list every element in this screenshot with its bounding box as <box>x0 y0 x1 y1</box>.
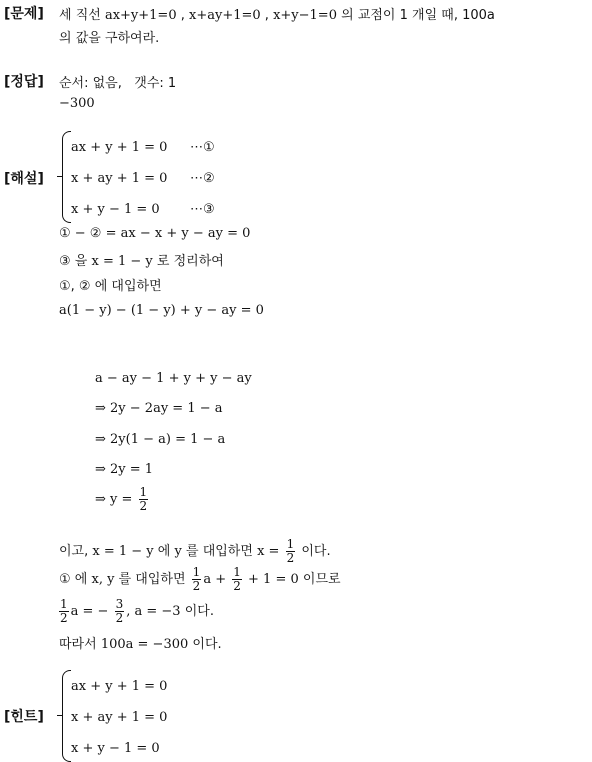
problem-text: 세 직선 <box>59 8 101 23</box>
derivation-line-3: ⇒ 2y(1 − a) = 1 − a <box>95 432 226 447</box>
c2-text-f: 이므로 <box>302 572 341 587</box>
equation-1: ax+y+1=0 <box>104 8 177 23</box>
c1-text-a: 이고, <box>59 544 89 559</box>
c2-math-d: a + <box>203 572 227 587</box>
solution-tag-3: ⋯③ <box>190 202 215 217</box>
solution-step-2 <box>59 250 224 269</box>
conclusion-line-1 <box>59 538 331 565</box>
c4-text-c: 이다. <box>192 637 222 652</box>
hint-eq-3: x + y − 1 = 0 <box>71 741 160 756</box>
c1-math-b: x = 1 − y <box>92 544 154 559</box>
solution-step-4: a(1 − y) − (1 − y) + y − ay = 0 <box>59 303 264 318</box>
fraction-one-half: $\frac{1}{2}$ <box>60 597 68 625</box>
answer-label: [정답] <box>4 74 44 90</box>
solution-eq-2: x + ay + 1 = 0 <box>71 171 168 186</box>
fraction-one-half: $\frac{1}{2}$ <box>233 565 241 593</box>
solution-step-3: ①, ② 에 대입하면 <box>59 279 162 294</box>
solution-step-1: ① − ② = ax − x + y − ay = 0 <box>59 226 251 241</box>
derivation-y-equals: ⇒ y = <box>95 492 133 507</box>
problem-text-post: 의 교점이 1 개일 때, 100a <box>341 8 495 23</box>
answer-count: 갯수: 1 <box>134 76 177 91</box>
problem-line-1: 세 직선 ax+y+1=0 , x+ay+1=0 , x+y−1=0 의 교점이 1 개일 때, 100a <box>59 8 495 23</box>
equation-2: x+ay+1=0 <box>189 8 261 23</box>
c4-math-b: 100a = −300 <box>100 637 189 652</box>
problem-line-2: 의 값을 구하여라. <box>59 31 160 46</box>
derivation-line-5 <box>95 486 150 513</box>
c1-text-g: 이다. <box>301 544 331 559</box>
c1-math-d: y <box>174 544 182 559</box>
derivation-line-4: ⇒ 2y = 1 <box>95 462 154 477</box>
conclusion-line-3 <box>57 598 214 625</box>
solution-label: [해설] <box>4 171 44 187</box>
derivation-line-2: ⇒ 2y − 2ay = 1 − a <box>95 401 223 416</box>
c1-text-e: 를 대입하면 <box>186 544 253 559</box>
hint-eq-2: x + ay + 1 = 0 <box>71 710 168 725</box>
solution-brace-tip <box>57 176 62 177</box>
c3-text-c: 이다. <box>184 604 214 619</box>
solution-brace <box>62 131 71 223</box>
c1-text-c: 에 <box>157 544 171 559</box>
c3-math-a: a = − <box>70 604 109 619</box>
hint-brace <box>62 670 71 762</box>
fraction-one-half: $\frac{1}{2}$ <box>192 565 201 593</box>
answer-value: −300 <box>59 96 95 111</box>
equation-3: x+y−1=0 <box>273 8 337 23</box>
step2-math: x = 1 − y <box>91 254 153 269</box>
solution-eq-3: x + y − 1 = 0 <box>71 202 160 217</box>
c2-math-b: x, y <box>91 572 115 587</box>
c1-math-f: x = <box>257 544 280 559</box>
step2-text-a: ③ 을 <box>59 254 88 269</box>
problem-label: [문제] <box>4 6 44 22</box>
solution-tag-1: ⋯① <box>190 140 215 155</box>
step2-text-c: 로 정리하여 <box>156 254 224 269</box>
fraction-one-half: $\frac{1}{2}$ <box>139 485 148 513</box>
solution-tag-2: ⋯② <box>190 171 215 186</box>
hint-eq-1: ax + y + 1 = 0 <box>71 679 168 694</box>
c2-math-e: + 1 = 0 <box>248 572 299 587</box>
answer-meta <box>59 72 176 91</box>
answer-order: 순서: 없음, <box>59 76 122 91</box>
c2-text-a: ① 에 <box>59 572 88 587</box>
conclusion-line-4 <box>59 633 222 652</box>
conclusion-line-2 <box>59 566 341 593</box>
hint-label: [힌트] <box>4 709 44 725</box>
fraction-three-halves: $\frac{3}{2}$ <box>115 597 124 625</box>
fraction-one-half: $\frac{1}{2}$ <box>286 537 295 565</box>
solution-eq-1: ax + y + 1 = 0 <box>71 140 168 155</box>
c2-text-c: 를 대입하면 <box>118 572 186 587</box>
hint-brace-tip <box>57 715 62 716</box>
derivation-line-1: a − ay − 1 + y + y − ay <box>95 371 252 386</box>
c4-text-a: 따라서 <box>59 637 97 652</box>
c3-math-b: , a = −3 <box>126 604 181 619</box>
